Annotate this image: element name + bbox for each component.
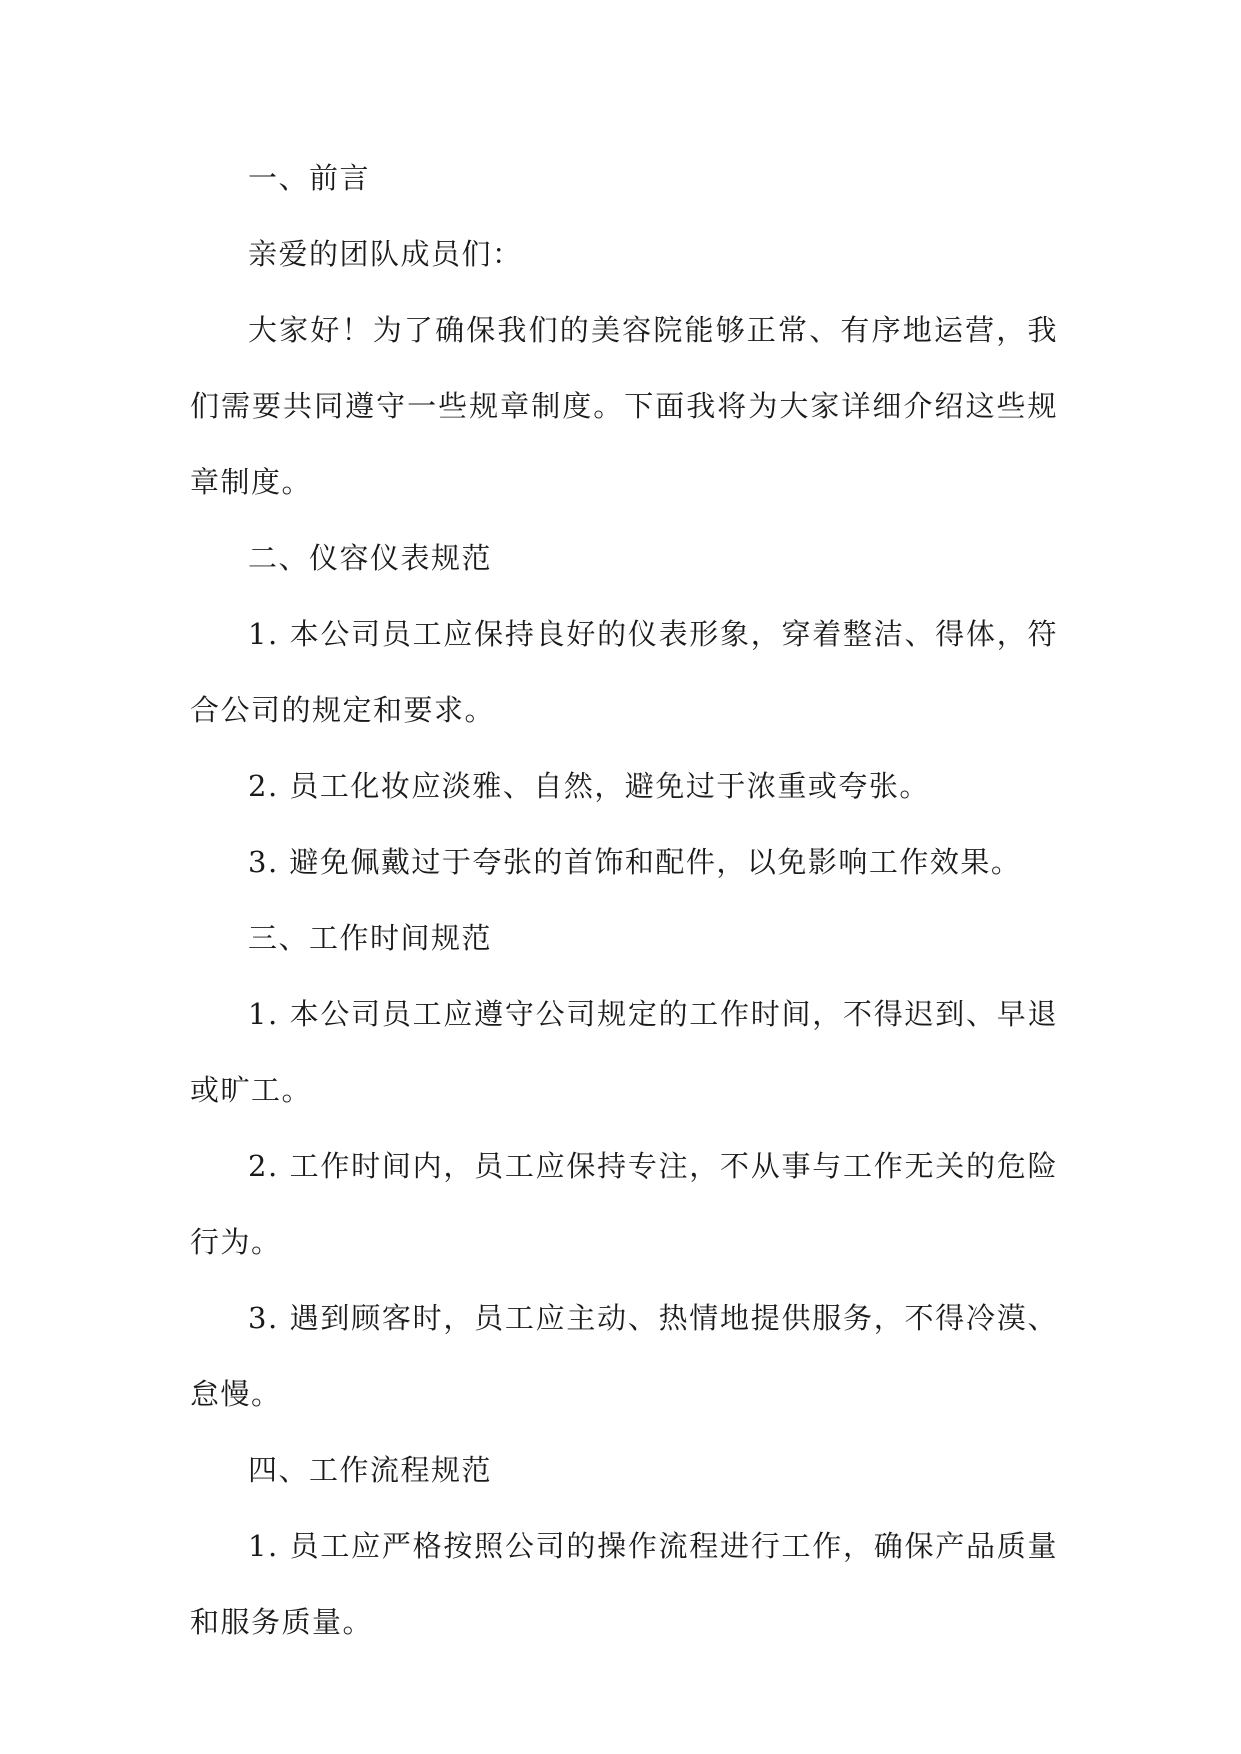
appearance-item-3: 3. 避免佩戴过于夸张的首饰和配件，以免影响工作效果。	[248, 845, 1022, 879]
document-body	[190, 140, 1058, 1660]
heading-preface: 一、前言	[248, 161, 371, 195]
greeting: 亲爱的团队成员们：	[248, 237, 523, 271]
work-hours-item-3: 3. 遇到顾客时，员工应主动、热情地提供服务，不得冷漠、怠慢。	[190, 1301, 1058, 1411]
work-hours-item-2: 2. 工作时间内，员工应保持专注，不从事与工作无关的危险行为。	[190, 1149, 1058, 1259]
workflow-item-1: 1. 员工应严格按照公司的操作流程进行工作，确保产品质量和服务质量。	[190, 1529, 1058, 1639]
heading-workflow: 四、工作流程规范	[248, 1453, 493, 1487]
heading-work-hours: 三、工作时间规范	[248, 921, 493, 955]
appearance-item-1: 1. 本公司员工应保持良好的仪表形象，穿着整洁、得体，符合公司的规定和要求。	[190, 617, 1058, 727]
intro-paragraph: 大家好！为了确保我们的美容院能够正常、有序地运营，我们需要共同遵守一些规章制度。下面我将为大家详细介绍这些规章制度。	[190, 313, 1058, 499]
appearance-item-2: 2. 员工化妆应淡雅、自然，避免过于浓重或夸张。	[248, 769, 930, 803]
work-hours-item-1: 1. 本公司员工应遵守公司规定的工作时间，不得迟到、早退或旷工。	[190, 997, 1058, 1107]
heading-appearance: 二、仪容仪表规范	[248, 541, 493, 575]
